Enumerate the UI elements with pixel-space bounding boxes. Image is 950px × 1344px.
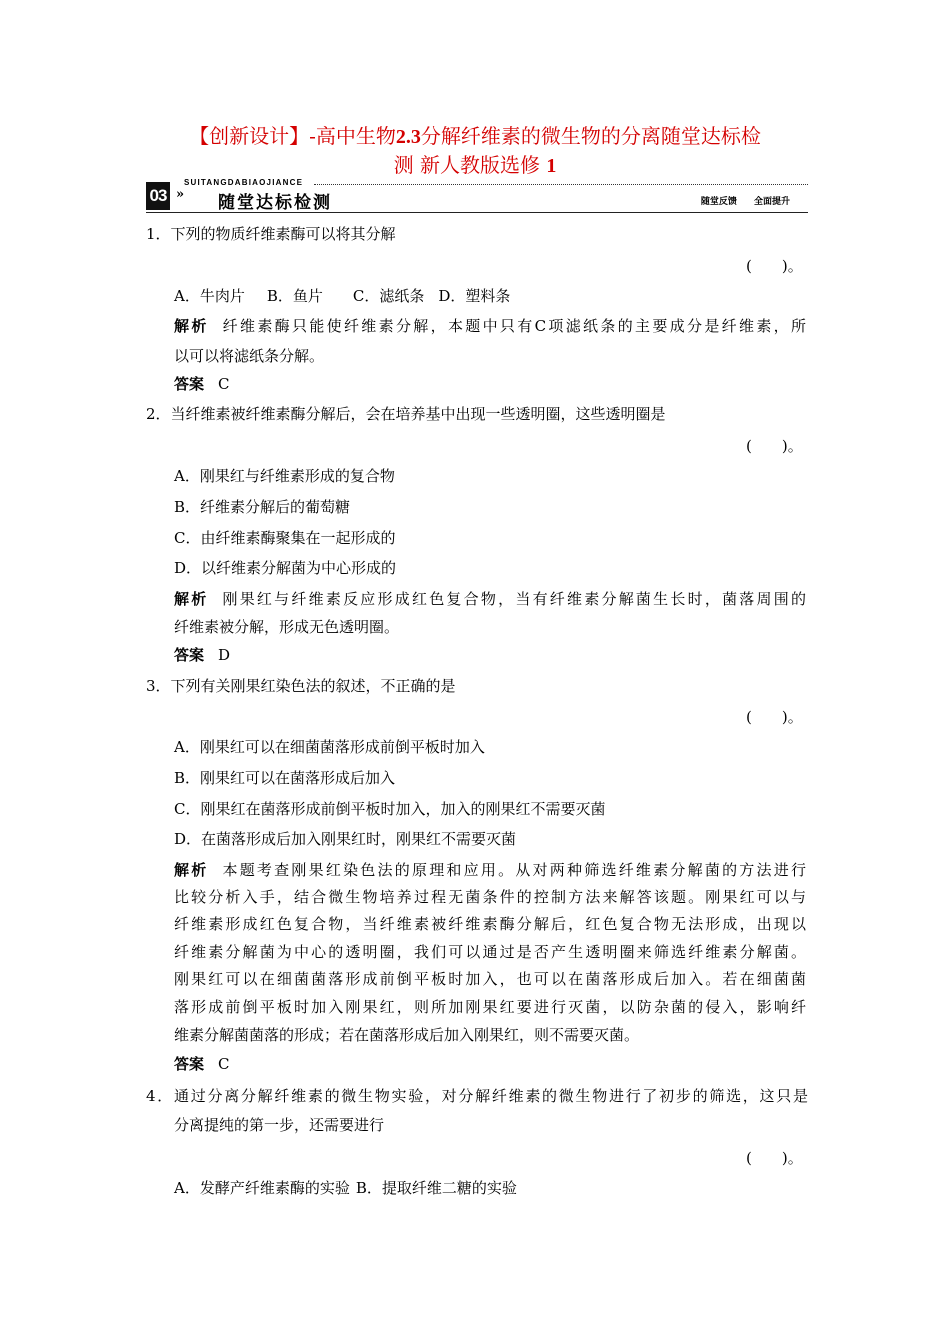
question-1-answer-blank: ( )。 [746,257,803,275]
answer-value: C [218,375,230,393]
question-3-answer-blank: ( )。 [746,708,803,726]
answer-label: 答案 [174,646,205,664]
option-b: B．鱼片 [266,287,323,305]
analysis-label: 解析 [174,590,209,608]
answer-label: 答案 [174,375,205,393]
double-chevron-icon: » [176,187,185,202]
section-banner [146,178,808,216]
section-tagline: 随堂反馈 全面提升 [700,197,790,207]
option-b: B．提取纤维二糖的实验 [355,1179,517,1197]
question-4-options [174,1178,517,1198]
question-2-answer-blank: ( )。 [746,437,803,455]
section-title: 随堂达标检测 [218,193,332,213]
document-title [140,122,810,180]
question-2-option-a: A．刚果红与纤维素形成的复合物 [174,467,395,485]
question-3-analysis-line-3: 纤维素形成红色复合物，当纤维素被纤维素酶分解后，红色复合物无法形成，出现以 [174,915,806,933]
question-1-stem: 1．下列的物质纤维素酶可以将其分解 [146,225,396,243]
title-line-1: 【创新设计】-高中生物2.3分解纤维素的微生物的分离随堂达标检 [189,124,761,148]
question-3-answer [174,1054,230,1074]
section-pinyin: SUITANGDABIAOJIANCE [184,178,304,187]
option-c: C．滤纸条 [352,287,425,305]
banner-underline [146,212,808,213]
question-2-analysis-cont: 纤维素被分解，形成无色透明圈。 [174,618,400,636]
analysis-label: 解析 [174,861,209,879]
question-3-option-b: B．刚果红可以在菌落形成后加入 [174,769,396,787]
question-2-answer [174,645,230,665]
option-a: A．牛肉片 [174,287,245,305]
question-3-analysis: 解析 本题考查刚果红染色法的原理和应用。从对两种筛选纤维素分解菌的方法进行 [174,861,806,879]
question-2-option-d: D．以纤维素分解菌为中心形成的 [174,559,397,577]
question-3-analysis-line-5: 刚果红可以在细菌菌落形成前倒平板时加入，也可以在菌落形成后加入。若在细菌菌 [174,970,806,988]
question-1-analysis-cont: 以可以将滤纸条分解。 [174,347,325,365]
option-d: D．塑料条 [438,287,511,305]
question-3-analysis-line-6: 落形成前倒平板时加入刚果红，则所加刚果红要进行灭菌，以防杂菌的侵入，影响纤 [174,998,806,1016]
question-1-answer [174,374,230,394]
question-4-answer-blank: ( )。 [746,1149,803,1167]
dotted-divider [314,184,808,185]
question-4-stem: 4．通过分离分解纤维素的微生物实验，对分解纤维素的微生物进行了初步的筛选，这只是 [146,1087,808,1105]
question-4-stem-cont: 分离提纯的第一步，还需要进行 [174,1116,385,1134]
analysis-label: 解析 [174,317,209,335]
answer-value: C [218,1055,230,1073]
question-2-stem: 2．当纤维素被纤维素酶分解后，会在培养基中出现一些透明圈，这些透明圈是 [146,405,666,423]
question-3-option-a: A．刚果红可以在细菌菌落形成前倒平板时加入 [174,738,485,756]
question-2-analysis: 解析 刚果红与纤维素反应形成红色复合物，当有纤维素分解菌生长时，菌落周围的 [174,590,806,608]
question-1-analysis: 解析 纤维素酶只能使纤维素分解，本题中只有C项滤纸条的主要成分是纤维素，所 [174,317,806,335]
question-2-option-b: B．纤维素分解后的葡萄糖 [174,498,351,516]
section-number: 03 [146,182,170,210]
question-3-analysis-line-4: 纤维素分解菌为中心的透明圈，我们可以通过是否产生透明圈来筛选纤维素分解菌。 [174,943,806,961]
option-a: A．发酵产纤维素酶的实验 [174,1179,350,1197]
question-3-analysis-line-2: 比较分析入手，结合微生物培养过程无菌条件的控制方法来解答该题。刚果红可以与 [174,888,806,906]
answer-label: 答案 [174,1055,205,1073]
question-1-options [174,286,510,306]
question-3-stem: 3．下列有关刚果红染色法的叙述，不正确的是 [146,677,456,695]
question-3-option-d: D．在菌落形成后加入刚果红时，刚果红不需要灭菌 [174,830,517,848]
title-line-2: 测 新人教版选修 1 [393,153,557,177]
question-3-analysis-line-7: 维素分解菌菌落的形成；若在菌落形成后加入刚果红，则不需要灭菌。 [174,1026,640,1044]
question-3-option-c: C．刚果红在菌落形成前倒平板时加入，加入的刚果红不需要灭菌 [174,800,606,818]
question-2-option-c: C．由纤维素酶聚集在一起形成的 [174,529,396,547]
answer-value: D [218,646,231,664]
